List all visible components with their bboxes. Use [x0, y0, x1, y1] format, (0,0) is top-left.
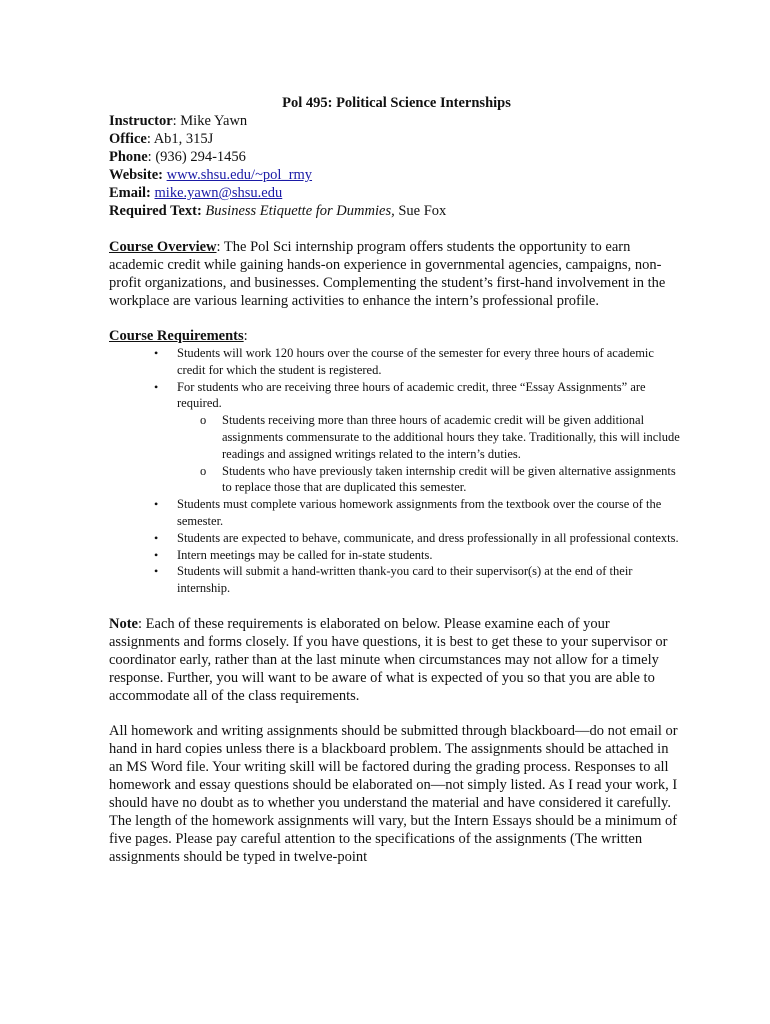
circle-bullet-icon: o: [200, 463, 207, 478]
required-text-title: Business Etiquette for Dummies,: [205, 203, 395, 219]
website-label: Website:: [109, 167, 163, 183]
list-item: [109, 563, 684, 597]
office-value: : Ab1, 315J: [146, 131, 214, 147]
sub-requirements-list: [177, 412, 684, 496]
list-item: [109, 345, 684, 379]
sub-list-item-text: Students receiving more than three hours of academic credit will be given additional assignments commensurate to the additional hours they take. Traditionally, this will include readings and assigned writings related to the intern’s duties.: [222, 413, 680, 461]
phone-value: : (936) 294-1456: [147, 149, 246, 165]
list-item-text: Students are expected to behave, communicate, and dress professionally in all professional contexts.: [177, 530, 679, 545]
syllabus-page: [109, 94, 684, 866]
required-text-line: [109, 202, 684, 220]
list-item-text: Students will work 120 hours over the course of the semester for every three hours of academic credit for which the student is registered.: [177, 346, 654, 377]
instructor-value: : Mike Yawn: [172, 113, 248, 129]
course-overview-text: : The Pol Sci internship program offers students the opportunity to earn academic credit while gaining hands-on experience in governmental agencies, campaigns, non-profit organizations, and businesses. Complementing the student’s first-hand involvement in the workplace are various learning activities to enhance the intern’s professional profile.: [109, 239, 666, 309]
bullet-icon: •: [154, 547, 159, 562]
sub-list-item-text: Students who have previously taken internship credit will be given alternative assignments to replace those that are duplicated this semester.: [222, 463, 676, 495]
list-item: [109, 530, 684, 547]
requirements-list: [109, 345, 684, 597]
email-link[interactable]: mike.yawn@shsu.edu: [154, 185, 283, 201]
website-line: [109, 166, 684, 184]
list-item: [109, 379, 684, 497]
instructor-label: Instructor: [109, 113, 173, 129]
required-text-label: Required Text:: [109, 203, 202, 219]
sub-list-item: [177, 412, 684, 462]
document-title: Pol 495: Political Science Internships: [282, 95, 511, 111]
bullet-icon: •: [154, 379, 159, 394]
required-text-author: Sue Fox: [398, 203, 447, 219]
phone-line: [109, 148, 684, 166]
course-requirements-heading-line: [109, 327, 684, 345]
phone-label: Phone: [109, 149, 148, 165]
list-item-text: For students who are receiving three hours of academic credit, three “Essay Assignments” are required.: [177, 379, 646, 411]
list-item-text: Intern meetings may be called for in-state students.: [177, 547, 433, 562]
list-item-text: Students must complete various homework assignments from the textbook over the course of the semester.: [177, 497, 662, 528]
note-label: Note: [109, 615, 138, 632]
bullet-icon: •: [154, 497, 159, 512]
office-label: Office: [109, 131, 147, 147]
course-requirements-colon: :: [243, 328, 248, 344]
list-item: [109, 547, 684, 564]
course-overview-heading: Course Overview: [109, 239, 217, 255]
bullet-icon: •: [154, 564, 159, 579]
note-paragraph: [109, 615, 684, 705]
website-link[interactable]: www.shsu.edu/~pol_rmy: [166, 167, 313, 183]
instructor-line: [109, 112, 684, 130]
list-item: [109, 496, 684, 530]
bullet-icon: •: [154, 346, 159, 360]
office-line: [109, 130, 684, 148]
bullet-icon: •: [154, 530, 159, 545]
sub-list-item: [177, 463, 684, 497]
email-line: [109, 184, 684, 202]
circle-bullet-icon: o: [200, 413, 207, 428]
course-overview: [109, 238, 684, 310]
email-label: Email:: [109, 185, 151, 201]
list-item-text: Students will submit a hand-written thank-you card to their supervisor(s) at the end of their internship.: [177, 564, 633, 596]
note-text: : Each of these requirements is elaborated on below. Please examine each of your assignments and forms closely. If you have questions, it is best to get these to your supervisor or coordinator early, rather than at the last minute when circumstances may not allow for a timely response. Further, you will want to be aware of what is expected of you so that you are able to accommodate all of the class requirements.: [109, 615, 668, 704]
course-requirements-heading: Course Requirements: [109, 328, 244, 344]
homework-paragraph: All homework and writing assignments should be submitted through blackboard—do not email or hand in hard copies unless there is a blackboard problem. The assignments should be attached in an MS Word file. Your writing skill will be factored during the grading process. Responses to all homework and essay questions should be elaborated on—not simply listed. As I read your work, I should have no doubt as to whether you understand the material and have considered it carefully. The length of the homework assignments will vary, but the Intern Essays should be a minimum of five pages. Please pay careful attention to the specifications of the assignments (The written assignments should be typed in twelve-point: [109, 722, 678, 865]
